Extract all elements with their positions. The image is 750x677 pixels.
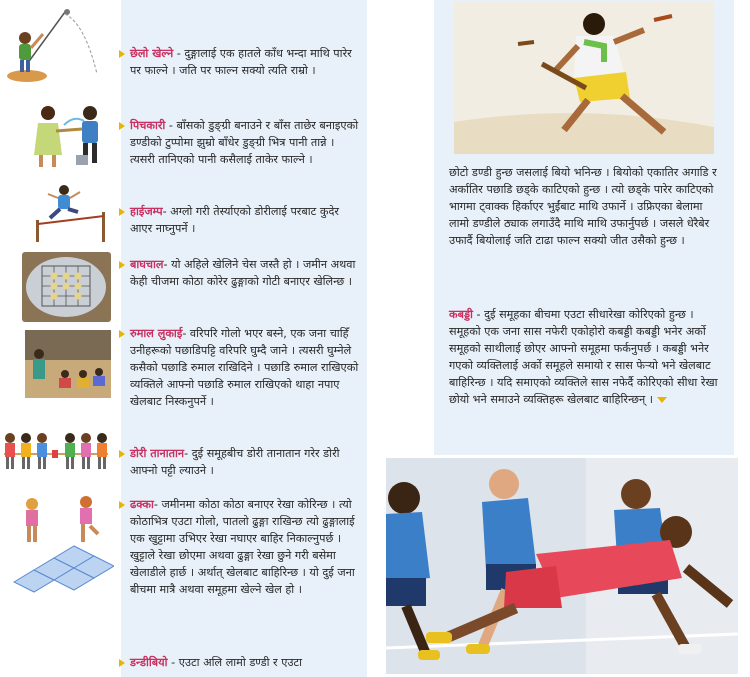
entry-title: पिचकारी	[130, 119, 166, 132]
entry-chhelo	[130, 45, 362, 79]
bullet-marker	[119, 261, 125, 269]
entry-title: हाईजम्प	[130, 205, 163, 218]
bullet-marker	[119, 122, 125, 130]
baghchal-board-photo	[22, 252, 111, 322]
entry-rumal	[130, 325, 362, 410]
entry-pichkari	[130, 117, 362, 168]
entry-dhakka	[130, 496, 362, 598]
entry-title: रुमाल लुकाई	[130, 327, 183, 340]
bullet-marker	[119, 50, 125, 58]
high-jump-illustration	[32, 182, 112, 244]
entry-baghchal	[130, 256, 362, 290]
entry-title: ढक्का	[130, 498, 154, 511]
entry-title: बाघचाल	[130, 258, 164, 271]
bullet-marker	[119, 330, 125, 338]
entry-body: - दुङ्गालाई एक हातले काँध भन्दा माथि पारेर पर फाल्ने । जति पर फाल्न सक्यो त्यति राम्रो ।	[130, 47, 352, 77]
entry-title: छेलो खेल्ने	[130, 47, 174, 60]
kabaddi-illustration	[386, 458, 738, 674]
entry-body: - दुई समूहबीच डोरी तानातान गरेर डोरी आफ्नो पट्टी ल्याउने ।	[130, 447, 340, 477]
bullet-marker	[119, 208, 125, 216]
stone-throw-illustration	[5, 4, 105, 84]
entry-kabaddi	[449, 306, 725, 408]
entry-title: कबड्डी	[449, 308, 473, 321]
entry-body: - दुई समूहका बीचमा एउटा सीधारेखा कोरिएको हुन्छ । समूहको एक जना सास नफेरी एकोहोरो कबड्डी कबड्डी भनेर अर्को समूहको साथीलाई छोएर आफ्नो समूहमा फर्कनुपर्छ । कबड्डी भनेर गएको व्यक्तिलाई अर्को समूहले समायो र सास फेर्‍यो भने खेलबाट बाहिरिन्छ । यदि समाएको व्यक्तिले सास नफेर्दै कोरिएको सीधा रेखा छोयो भने समाउने व्यक्तिहरू खेलबाट बाहिरिन्छन् ।	[449, 308, 718, 406]
entry-body: - जमीनमा कोठा कोठा बनाएर रेखा कोरिन्छ । त्यो कोठाभित्र एउटा गोलो, पातलो ढुङ्गा राखिन्छ त्यो ढुङ्गालाई एक खुट्टामा उभिएर रेखा नघाएर बाहिर निकाल्नुपर्छ । खुट्टाले रेखा छोएमा अथवा ढुङ्गा रेखा छुने गरी बसेमा खेलाडीले हार्छ । अर्थात् खेलबाट बाहिरिन्छ । यो दुई जना बीचमा मात्रै अथवा समूहमा खेल्ने खेल हो ।	[130, 498, 355, 596]
entry-body: - बाँसको डुङ्ग्री बनाउने र बाँस ताछेर बनाइएको डण्डीको टुप्पोमा झुम्रो बाँधेर डुङ्ग्री भित्र पानी तान्ने । त्यसरी तानिएको पानी कसैलाई ताकेर फाल्ने ।	[130, 119, 359, 166]
end-marker-icon	[657, 397, 667, 403]
handkerchief-game-photo	[25, 330, 111, 398]
entry-body: - अग्लो गरी तेर्स्याएको डोरीलाई परबाट कुदेर आएर नाघ्नुपर्ने ।	[130, 205, 339, 235]
entry-dori-tanatan	[130, 445, 362, 479]
entry-title: डन्डीबियो	[130, 656, 168, 669]
bullet-marker	[119, 501, 125, 509]
entry-title: डोरी तानातान	[130, 447, 185, 460]
entry-body: - एउटा अलि लामो डण्डी र एउटा	[167, 656, 303, 669]
bullet-marker	[119, 450, 125, 458]
hopscotch-illustration	[4, 490, 114, 598]
bullet-marker	[119, 659, 125, 667]
entry-body: - यो अहिले खेलिने चेस जस्तै हो । जमीन अथवा केही चीजमा कोठा कोरेर ढुङ्गाको गोटी बनाएर खेलिन्छ ।	[130, 258, 356, 288]
entry-body: - वरिपरि गोलो भएर बस्ने, एक जना चाहिँ उनीहरूको पछाडिपट्टि वरिपरि घुम्दै जाने । त्यसरी घुम्नेले कसैको पछाडि रुमाल राखिदिने । पछाडि रुमाल राखिएको व्यक्तिले आफ्नो पछाडि रुमाल राखिएको थाहा नपाए खेलबाट निस्कनुपर्ने ।	[130, 327, 359, 408]
dandibiyo-continued: छोटो डण्डी हुन्छ जसलाई बियो भनिन्छ । बियोको एकातिर अगाडि र अर्कातिर पछाडि छड्के काटिएको हुन्छ । त्यो छड्के पारेर काटिएको भागमा ट्वाक्क हिर्काएर भुईंबाट माथि उफार्ने । उफ्रिएका बेलामा लामो डण्डीले ठ्याक लगाउँदै माथि माथि उफार्नुपर्छ । जसले धेरैबेर उफार्दै बियोलाई जति टाढा फाल्न सक्यो जीत उसैको हुन्छ ।	[449, 166, 717, 247]
entry-dandibiyo	[130, 654, 362, 671]
entry-highjump	[130, 203, 362, 237]
tug-of-war-illustration	[0, 424, 112, 474]
dandi-biyo-illustration	[454, 2, 714, 154]
water-squirt-illustration	[24, 95, 110, 171]
